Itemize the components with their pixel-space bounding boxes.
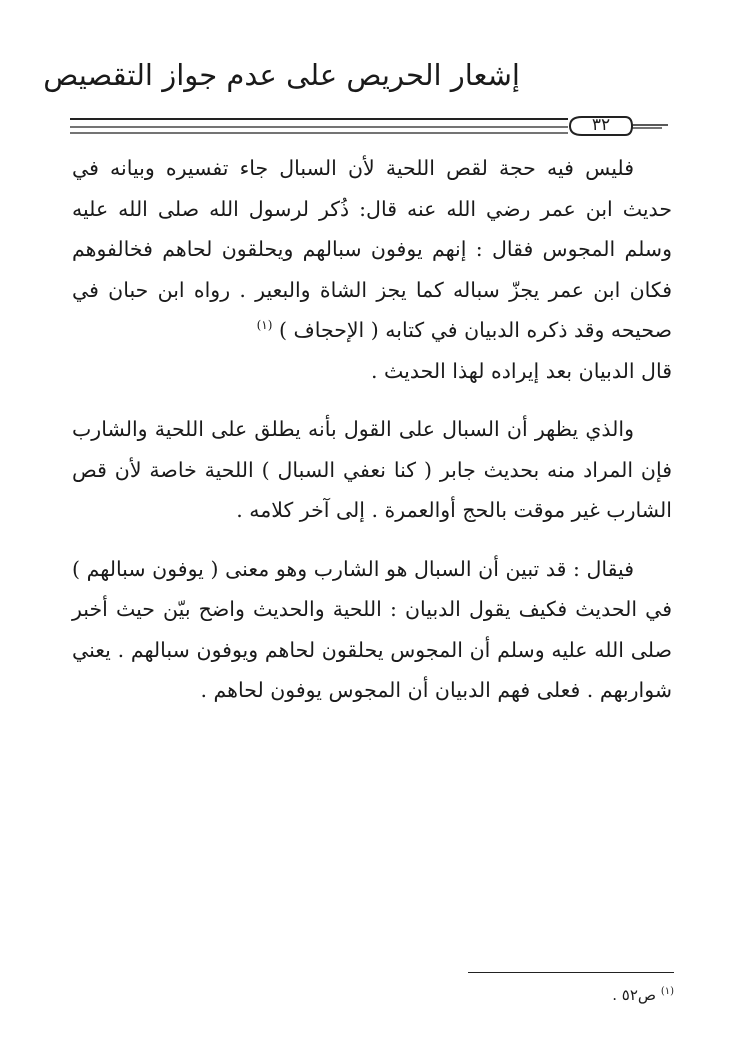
paragraph-2-text: والذي يظهر أن السبال على القول بأنه يطلق على اللحية والشارب فإن المراد منه بحديث جابر ( كنا نعفي السبال ) اللحية خاصة لأن قص الشارب غير موقت بالحج أوالعمرة . إلى آخر كلامه . [72, 417, 672, 522]
main-text [72, 148, 672, 711]
paragraph-3 [72, 549, 672, 711]
footnote-separator [468, 972, 674, 973]
paragraph-3-text: فيقال : قد تبين أن السبال هو الشارب وهو معنى ( يوفون سبالهم ) في الحديث فكيف يقول الدبيان : اللحية والحديث واضح بيّن حيث أخبر صلى الله عليه وسلم أن المجوس يحلقون لحاهم ويوفون سبالهم . يعني شواربهم . فعلى فهم الدبيان أن المجوس يوفون لحاهم . [72, 556, 672, 702]
running-title: إشعار الحريص على عدم جواز التقصيص [43, 58, 520, 92]
paragraph-1 [72, 148, 672, 391]
footnote [420, 986, 674, 1004]
footnote-text: ص٥٢ . [612, 986, 657, 1004]
footnote-reference[interactable]: (١) [256, 318, 273, 333]
footnote-mark: (١) [660, 986, 674, 997]
paragraph-1-text: فليس فيه حجة لقص اللحية لأن السبال جاء تفسيره وبيانه في حديث ابن عمر رضي الله عنه قال: ذُكر لرسول الله صلى الله عليه وسلم المجوس فقال : إنهم يوفون سبالهم ويحلقون لحاهم فخالفوهم فكان ابن عمر يجزّ سباله كما يجز الشاة والبعير . رواه ابن حبان في صحيحه وقد ذكره الدبيان في كتابه ( الإحجاف ) [72, 156, 672, 342]
page-number: ٣٢ [591, 115, 611, 135]
paragraph-2 [72, 409, 672, 531]
paragraph-1-tail: قال الدبيان بعد إيراده لهذا الحديث . [370, 358, 672, 383]
